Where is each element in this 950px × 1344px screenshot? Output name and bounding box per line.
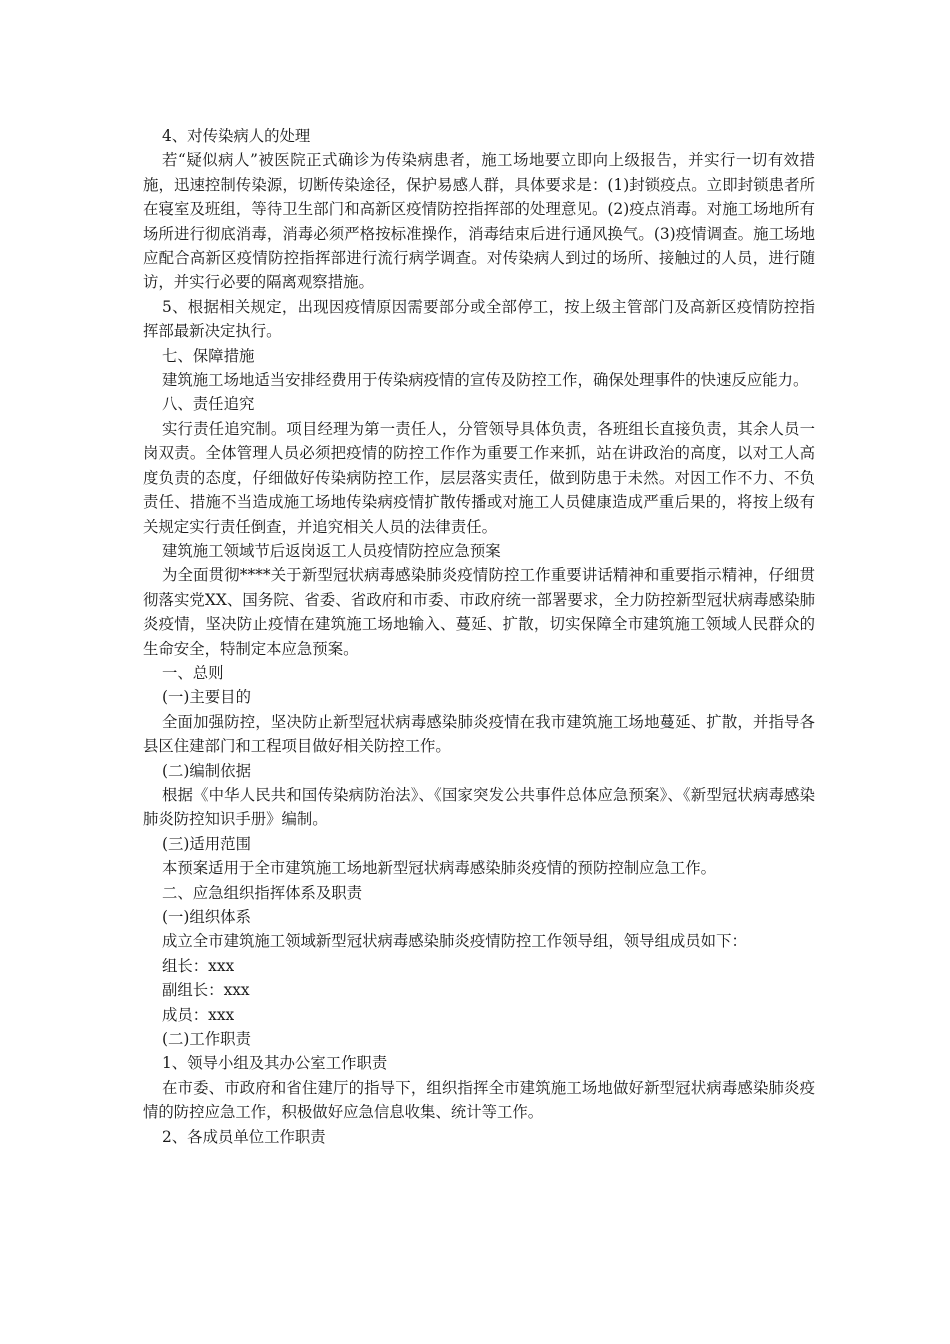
section-heading: 一、总则 [162,663,224,682]
paragraph: 5、根据相关规定，出现因疫情原因需要部分或全部停工，按上级主管部门及高新区疫情防控指挥部最新决定执行。 [143,297,815,341]
paragraph: 成立全市建筑施工领域新型冠状病毒感染肺炎疫情防控工作领导组，领导组成员如下： [162,932,747,951]
subsection-heading: 2、各成员单位工作职责 [162,1127,326,1146]
document-body [143,124,815,1149]
section-heading: 七、保障措施 [162,346,255,365]
list-item: 副组长：xxx [162,981,250,1000]
list-item: 组长：xxx [162,956,235,975]
subsection-heading: 1、领导小组及其办公室工作职责 [162,1054,388,1073]
section-heading: 4、对传染病人的处理 [162,127,311,145]
section-heading: 八、责任追究 [162,395,255,414]
paragraph: 全面加强防控，坚决防止新型冠状病毒感染肺炎疫情在我市建筑施工场地蔓延、扩散，并指导各县区住建部门和工程项目做好相关防控工作。 [143,712,815,756]
paragraph: 为全面贯彻****关于新型冠状病毒感染肺炎疫情防控工作重要讲话精神和重要指示精神，仔细贯彻落实党XX、国务院、省委、省政府和市委、市政府统一部署要求，全力防控新型冠状病毒感染肺炎疫情，坚决防止疫情在建筑施工场地输入、蔓延、扩散，切实保障全市建筑施工领域人民群众的生命安全，特制定本应急预案。 [143,566,815,658]
paragraph: 在市委、市政府和省住建厅的指导下，组织指挥全市建筑施工场地做好新型冠状病毒感染肺炎疫情的防控应急工作，积极做好应急信息收集、统计等工作。 [143,1078,815,1122]
subsection-heading: (三)适用范围 [162,834,251,853]
subsection-heading: (二)工作职责 [162,1030,251,1049]
paragraph: 实行责任追究制。项目经理为第一责任人，分管领导具体负责，各班组长直接负责，其余人员一岗双责。全体管理人员必须把疫情的防控工作作为重要工作来抓，站在讲政治的高度，以对工人高度负责的态度，仔细做好传染病防控工作，层层落实责任，做到防患于未然。对因工作不力、不负责任、措施不当造成施工场地传染病疫情扩散传播或对施工人员健康造成严重后果的，将按上级有关规定实行责任倒查，并追究相关人员的法律责任。 [143,419,815,536]
paragraph: 建筑施工场地适当安排经费用于传染病疫情的宣传及防控工作，确保处理事件的快速反应能力。 [162,371,809,390]
subsection-heading: (一)主要目的 [162,688,251,707]
section-heading: 二、应急组织指挥体系及职责 [162,883,363,902]
subsection-heading: (二)编制依据 [162,761,251,780]
document-title: 建筑施工领域节后返岗返工人员疫情防控应急预案 [162,541,501,560]
list-item: 成员：xxx [162,1005,235,1024]
paragraph: 根据《中华人民共和国传染病防治法》、《国家突发公共事件总体应急预案》、《新型冠状病毒感染肺炎防控知识手册》编制。 [143,785,815,829]
paragraph: 本预案适用于全市建筑施工场地新型冠状病毒感染肺炎疫情的预防控制应急工作。 [162,859,717,878]
paragraph: 若“疑似病人”被医院正式确诊为传染病患者，施工场地要立即向上级报告，并实行一切有效措施，迅速控制传染源，切断传染途径，保护易感人群，具体要求是：(1)封锁疫点。立即封锁患者所在寝室及班组，等待卫生部门和高新区疫情防控指挥部的处理意见。(2)疫点消毒。对施工场地所有场所进行彻底消毒，消毒必须严格按标准操作，消毒结束后进行通风换气。(3)疫情调查。施工场地应配合高新区疫情防控指挥部进行流行病学调查。对传染病人到过的场所、接触过的人员，进行随访，并实行必要的隔离观察措施。 [143,151,815,292]
subsection-heading: (一)组织体系 [162,908,251,926]
